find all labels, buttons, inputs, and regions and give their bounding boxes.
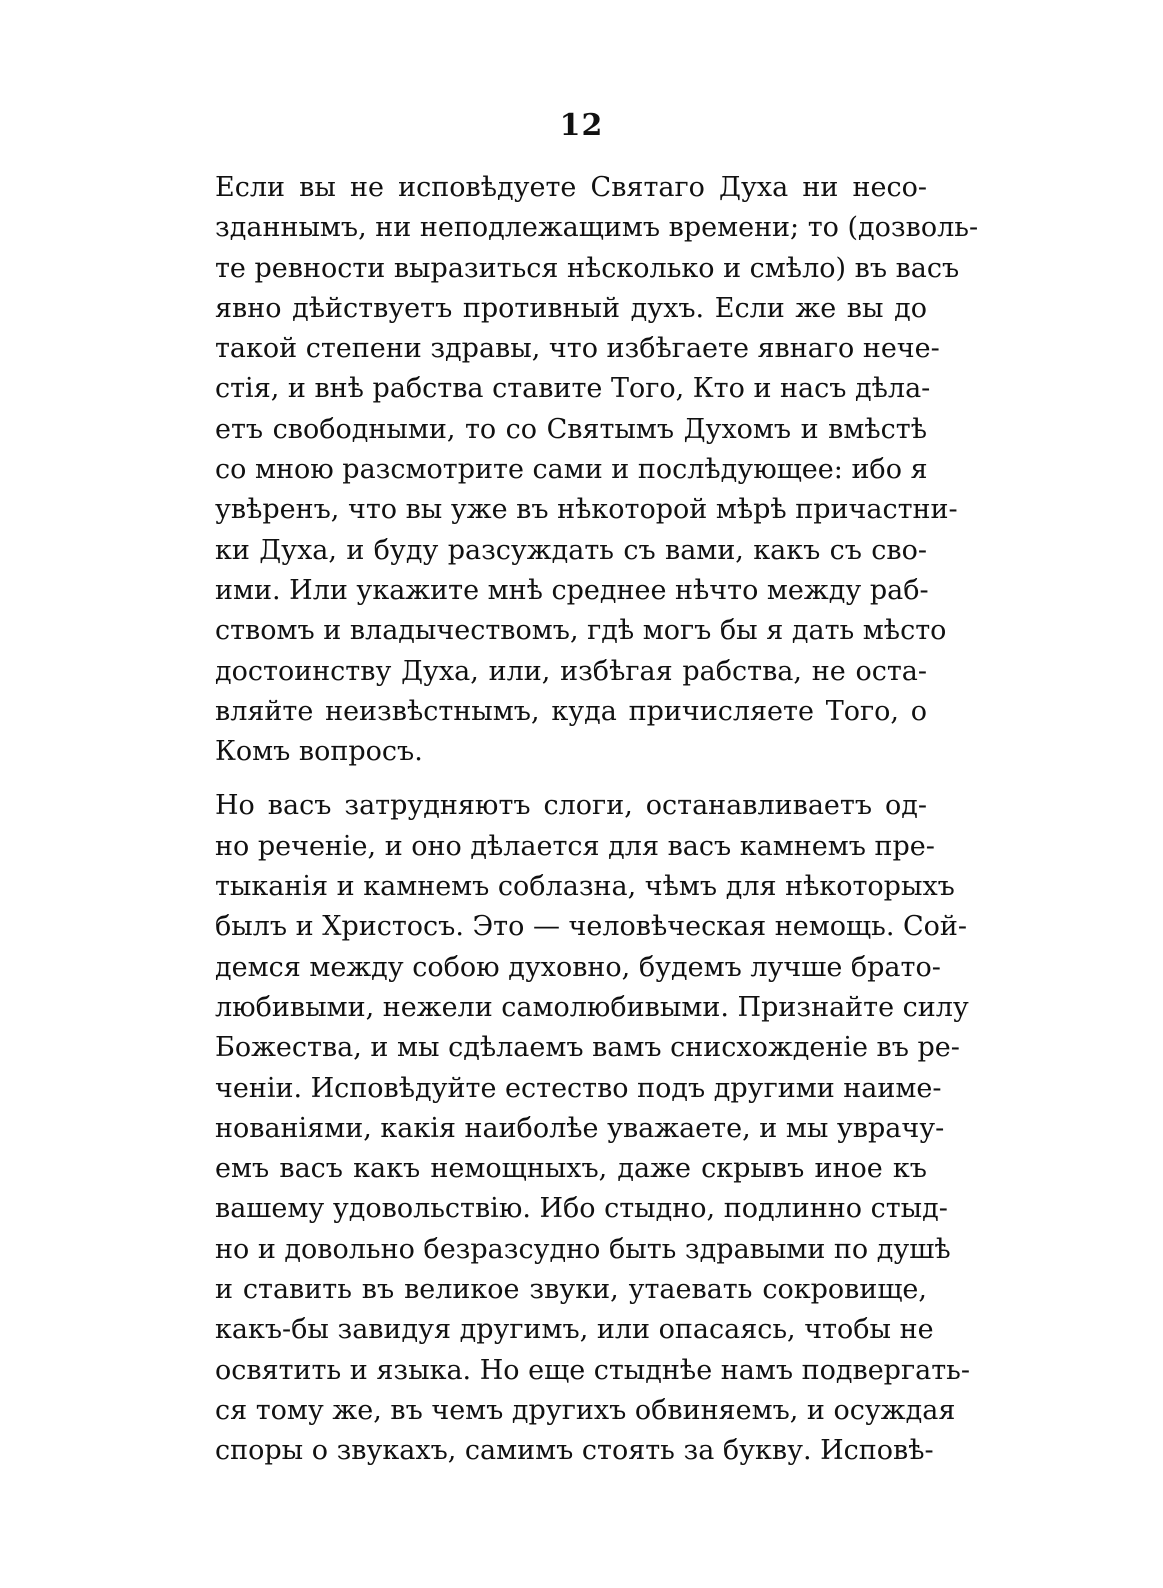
text-line: нованіями, какія наиболѣе уважаете, и мы уврачу- bbox=[215, 1112, 945, 1144]
text-line: ся тому же, въ чемъ другихъ обвиняемъ, и осуждая bbox=[215, 1394, 956, 1426]
text-line: но и довольно безразсудно быть здравыми по душѣ bbox=[215, 1233, 951, 1265]
text-line: Божества, и мы сдѣлаемъ вамъ снисхожденіе въ ре- bbox=[215, 1032, 960, 1064]
text-line: освятить и языка. Но еще стыднѣе намъ подвергать- bbox=[215, 1354, 970, 1386]
text-line: Но васъ затрудняютъ слоги, останавливаетъ од- bbox=[215, 790, 927, 822]
text-line: ченіи. Исповѣдуйте естество подъ другими наиме- bbox=[215, 1072, 942, 1104]
text-line: достоинству Духа, или, избѣгая рабства, не оста- bbox=[215, 655, 927, 687]
text-line: емъ васъ какъ немощныхъ, даже скрывъ иное къ bbox=[215, 1153, 927, 1185]
text-line: Комъ вопросъ. bbox=[215, 736, 423, 768]
text-line: етъ свободными, то со Святымъ Духомъ и вмѣстѣ bbox=[215, 413, 927, 445]
paragraph-gap bbox=[215, 772, 927, 786]
text-line: со мною разсмотрите сами и послѣдующее: ибо я bbox=[215, 454, 928, 486]
text-line: какъ-бы завидуя другимъ, или опасаясь, чтобы не bbox=[215, 1314, 934, 1346]
paragraph-2 bbox=[215, 786, 970, 1471]
text-line: демся между собою духовно, будемъ лучше брато- bbox=[215, 951, 941, 983]
text-line: увѣренъ, что вы уже въ нѣкоторой мѣрѣ причастни- bbox=[215, 494, 958, 526]
text-line: Если вы не исповѣдуете Святаго Духа ни несо- bbox=[215, 172, 927, 203]
paragraph-1 bbox=[215, 168, 979, 772]
text-line: былъ и Христосъ. Это — человѣческая немощь. Сой- bbox=[215, 911, 968, 943]
text-line: стія, и внѣ рабства ставите Того, Кто и насъ дѣла- bbox=[215, 373, 931, 405]
text-line: ствомъ и владычествомъ, гдѣ могъ бы я дать мѣсто bbox=[215, 615, 947, 647]
text-line: явно дѣйствуетъ противный духъ. Если же вы до bbox=[215, 292, 927, 324]
text-line: такой степени здравы, что избѣгаете явнаго нече- bbox=[215, 333, 940, 365]
text-line: ими. Или укажите мнѣ среднее нѣчто между раб- bbox=[215, 574, 929, 606]
page-number: 12 bbox=[559, 108, 604, 143]
text-line: ки Духа, и буду разсуждать съ вами, какъ съ сво- bbox=[215, 534, 927, 566]
text-line: те ревности выразиться нѣсколько и смѣло) въ васъ bbox=[215, 252, 960, 284]
text-line: зданнымъ, ни неподлежащимъ времени; то (дозволь- bbox=[215, 212, 979, 244]
text-line: тыканія и камнемъ соблазна, чѣмъ для нѣкоторыхъ bbox=[215, 871, 955, 903]
text-line: и ставить въ великое звуки, утаевать сокровище, bbox=[215, 1274, 927, 1306]
text-line: любивыми, нежели самолюбивыми. Признайте силу bbox=[215, 991, 969, 1023]
body-text bbox=[215, 168, 979, 1472]
text-line: вашему удовольствію. Ибо стыдно, подлинно стыд- bbox=[215, 1193, 948, 1225]
text-line: но реченіе, и оно дѣлается для васъ камнемъ пре- bbox=[215, 830, 935, 862]
text-line: споры о звукахъ, самимъ стоять за букву. Исповѣ- bbox=[215, 1435, 934, 1467]
text-line: вляйте неизвѣстнымъ, куда причисляете Того, о bbox=[215, 695, 927, 727]
